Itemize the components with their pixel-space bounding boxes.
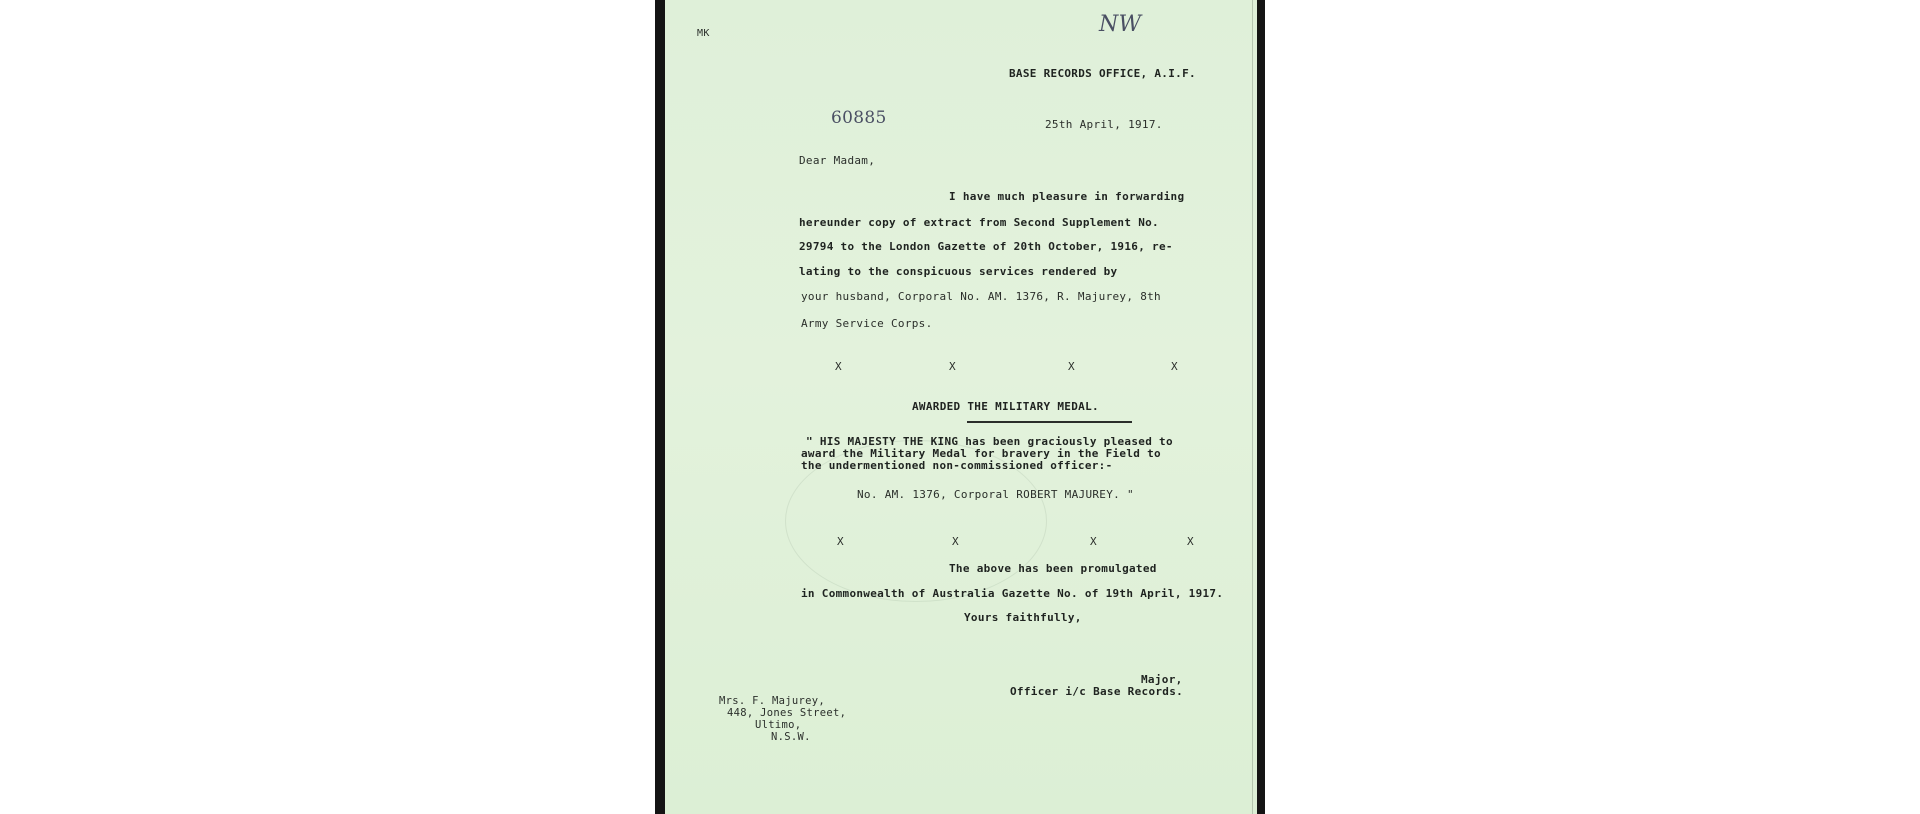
citation-line-2: award the Military Medal for bravery in the Field to bbox=[801, 447, 1161, 460]
body-line-1: I have much pleasure in forwarding bbox=[949, 190, 1185, 203]
citation-name: No. AM. 1376, Corporal ROBERT MAJUREY. " bbox=[857, 488, 1134, 501]
body-line-5: your husband, Corporal No. AM. 1376, R. Majurey, 8th bbox=[801, 290, 1161, 303]
citation-line-3: the undermentioned non-commissioned officer:- bbox=[801, 459, 1113, 472]
office-heading: BASE RECORDS OFFICE, A.I.F. bbox=[1009, 67, 1196, 80]
body-line-6: Army Service Corps. bbox=[801, 317, 933, 330]
paper-edge bbox=[1252, 0, 1253, 814]
address-line-3: Ultimo, bbox=[755, 719, 802, 731]
initials: MK bbox=[697, 28, 710, 39]
separator-x: X bbox=[1171, 360, 1178, 373]
address-line-1: Mrs. F. Majurey, bbox=[719, 695, 825, 707]
separator-x: X bbox=[835, 360, 842, 373]
letter-page bbox=[665, 0, 1257, 814]
award-heading: AWARDED THE MILITARY MEDAL. bbox=[912, 400, 1099, 413]
signatory-title: Officer i/c Base Records. bbox=[1010, 685, 1184, 698]
salutation: Dear Madam, bbox=[799, 154, 876, 167]
citation-line-1: " HIS MAJESTY THE KING has been graciously pleased to bbox=[806, 435, 1173, 448]
address-line-2: 448, Jones Street, bbox=[727, 707, 847, 719]
separator-x: X bbox=[952, 535, 959, 548]
letter-date: 25th April, 1917. bbox=[1045, 118, 1163, 131]
body-line-4: lating to the conspicuous services rendered by bbox=[799, 265, 1118, 278]
signatory-rank: Major, bbox=[1141, 673, 1183, 686]
body-line-3: 29794 to the London Gazette of 20th October, 1916, re- bbox=[799, 240, 1173, 253]
address-line-4: N.S.W. bbox=[771, 731, 811, 743]
handwritten-mark: NW bbox=[1099, 12, 1142, 37]
closing: Yours faithfully, bbox=[964, 611, 1082, 624]
separator-x: X bbox=[1187, 535, 1194, 548]
promulgation-line-2: in Commonwealth of Australia Gazette No. of 19th April, 1917. bbox=[801, 587, 1224, 600]
separator-x: X bbox=[837, 535, 844, 548]
separator-x: X bbox=[949, 360, 956, 373]
body-line-2: hereunder copy of extract from Second Supplement No. bbox=[799, 216, 1159, 229]
heading-underline bbox=[967, 421, 1132, 423]
separator-x: X bbox=[1068, 360, 1075, 373]
file-number: 60885 bbox=[831, 108, 887, 128]
separator-x: X bbox=[1090, 535, 1097, 548]
promulgation-line-1: The above has been promulgated bbox=[949, 562, 1157, 575]
